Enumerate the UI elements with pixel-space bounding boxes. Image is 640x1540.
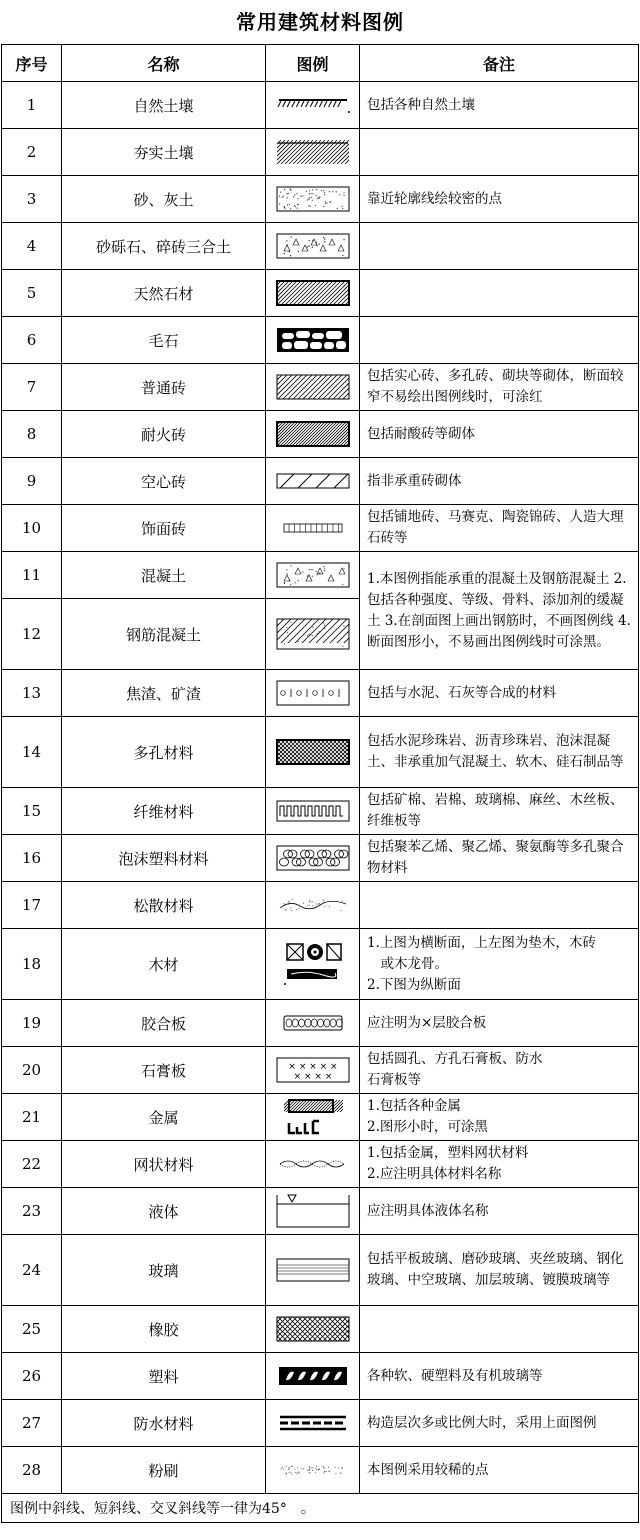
material-name: 泡沫塑料材料 [62, 835, 266, 882]
gravel-icon [266, 233, 359, 259]
material-name: 防水材料 [62, 1400, 266, 1447]
material-name: 饰面砖 [62, 505, 266, 552]
note-cell [360, 1235, 639, 1306]
table-row [2, 505, 639, 552]
legend-cell [266, 599, 360, 670]
footer-note: 图例中斜线、短斜线、交叉斜线等一律为45° 。 [2, 1494, 639, 1523]
table-row [2, 552, 639, 599]
legend-cell [266, 788, 360, 835]
row-number: 18 [2, 929, 62, 1000]
mesh-material-icon [266, 1156, 359, 1172]
natural-soil-icon [266, 92, 359, 118]
row-number: 21 [2, 1094, 62, 1141]
note-line: 2.图形小时，可涂黑 [367, 1119, 488, 1135]
row-number: 25 [2, 1306, 62, 1353]
firebrick-icon [266, 421, 359, 447]
material-name: 毛石 [62, 317, 266, 364]
row-number: 4 [2, 223, 62, 270]
concrete-icon [266, 562, 359, 588]
porous-material-icon [266, 739, 359, 765]
note-line: 本图例采用较稀的点 [367, 1461, 489, 1478]
facing-brick-icon [266, 522, 359, 534]
table-row [2, 1047, 639, 1094]
row-number: 5 [2, 270, 62, 317]
row-number: 11 [2, 552, 62, 599]
materials-legend-table [1, 44, 639, 1523]
rubble-stone-icon [266, 327, 359, 353]
legend-cell [266, 270, 360, 317]
plywood-icon [266, 1015, 359, 1031]
note-cell [360, 788, 639, 835]
header-row [2, 45, 639, 82]
note-cell [360, 1353, 639, 1400]
table-row [2, 717, 639, 788]
material-name: 玻璃 [62, 1235, 266, 1306]
table-row [2, 788, 639, 835]
note-line: 包括铺地砖、马赛克、陶瓷锦砖、人造大理石砖等 [367, 509, 624, 546]
material-name: 空心砖 [62, 458, 266, 505]
note-line: 1.上图为横断面，上左图为垫木，木砖 [367, 934, 596, 951]
material-name: 网状材料 [62, 1141, 266, 1188]
note-cell [360, 1306, 639, 1353]
footer-row [2, 1494, 639, 1523]
row-number: 1 [2, 82, 62, 129]
row-number: 9 [2, 458, 62, 505]
legend-cell [266, 1235, 360, 1306]
note-cell [360, 82, 639, 129]
legend-cell [266, 1094, 360, 1141]
note-cell [360, 882, 639, 929]
note-line: 或木龙骨。 [367, 955, 448, 972]
reinforced-concrete-icon [266, 618, 359, 650]
note-cell [360, 317, 639, 364]
liquid-icon [266, 1194, 359, 1228]
note-line: 包括耐酸砖等砌体 [367, 425, 475, 442]
note-line: 1.包括金属，塑料网状材料 [367, 1145, 529, 1161]
waterproof-icon [266, 1414, 359, 1432]
row-number: 20 [2, 1047, 62, 1094]
rubber-icon [266, 1316, 359, 1342]
row-number: 3 [2, 176, 62, 223]
legend-cell [266, 1047, 360, 1094]
material-name: 液体 [62, 1188, 266, 1235]
legend-cell [266, 1353, 360, 1400]
legend-cell [266, 882, 360, 929]
row-number: 26 [2, 1353, 62, 1400]
row-number: 23 [2, 1188, 62, 1235]
note-cell [360, 411, 639, 458]
material-name: 焦渣、矿渣 [62, 670, 266, 717]
note-cell [360, 1141, 639, 1188]
note-line: 2.下图为纵断面 [367, 976, 461, 993]
note-cell [360, 1188, 639, 1235]
material-name: 木材 [62, 929, 266, 1000]
material-name: 多孔材料 [62, 717, 266, 788]
legend-cell [266, 505, 360, 552]
note-line: 应注明具体液体名称 [367, 1202, 489, 1219]
table-row [2, 882, 639, 929]
legend-cell [266, 176, 360, 223]
note-cell [360, 670, 639, 717]
note-cell [360, 1000, 639, 1047]
note-line: 应注明为×层胶合板 [367, 1014, 487, 1031]
note-line: 包括与水泥、石灰等合成的材料 [367, 684, 556, 701]
material-name: 松散材料 [62, 882, 266, 929]
svg-text:× × × × ×: × × × × × [287, 1062, 338, 1072]
material-name: 砂、灰土 [62, 176, 266, 223]
legend-cell [266, 411, 360, 458]
table-row [2, 1094, 639, 1141]
row-number: 28 [2, 1447, 62, 1494]
row-number: 15 [2, 788, 62, 835]
table-row [2, 929, 639, 1000]
table-row [2, 1447, 639, 1494]
fiber-material-icon [266, 800, 359, 822]
note-cell [360, 929, 639, 1000]
header-num: 序号 [2, 45, 62, 82]
legend-cell [266, 82, 360, 129]
note-cell [360, 129, 639, 176]
legend-cell [266, 1000, 360, 1047]
row-number: 16 [2, 835, 62, 882]
note-line: 靠近轮廓线绘较密的点 [367, 190, 502, 207]
material-name: 橡胶 [62, 1306, 266, 1353]
material-name: 夯实土壤 [62, 129, 266, 176]
row-number: 10 [2, 505, 62, 552]
row-number: 6 [2, 317, 62, 364]
material-name: 自然土壤 [62, 82, 266, 129]
legend-cell [266, 552, 360, 599]
metal-icon [266, 1097, 359, 1137]
legend-cell [266, 1188, 360, 1235]
glass-icon [266, 1258, 359, 1282]
note-cell [360, 1094, 639, 1141]
common-brick-icon [266, 374, 359, 400]
compacted-soil-icon [266, 139, 359, 165]
note-cell [360, 270, 639, 317]
note-line: 1.包括各种金属 [367, 1098, 461, 1114]
material-name: 金属 [62, 1094, 266, 1141]
legend-cell [266, 129, 360, 176]
table-row [2, 270, 639, 317]
legend-cell [266, 670, 360, 717]
table-row [2, 129, 639, 176]
table-row [2, 1235, 639, 1306]
legend-cell [266, 717, 360, 788]
material-name: 天然石材 [62, 270, 266, 317]
plastic-icon [266, 1366, 359, 1386]
row-number: 22 [2, 1141, 62, 1188]
note-cell [360, 176, 639, 223]
note-line: 石膏板等 [367, 1072, 421, 1088]
note-cell [360, 1400, 639, 1447]
note-cell [360, 364, 639, 411]
legend-cell [266, 223, 360, 270]
row-number: 8 [2, 411, 62, 458]
loose-material-icon [266, 896, 359, 914]
row-number: 19 [2, 1000, 62, 1047]
foam-plastic-icon [266, 845, 359, 871]
table-row [2, 1141, 639, 1188]
legend-cell [266, 317, 360, 364]
material-name: 纤维材料 [62, 788, 266, 835]
material-name: 石膏板 [62, 1047, 266, 1094]
table-row [2, 1306, 639, 1353]
legend-cell [266, 1306, 360, 1353]
material-name: 混凝土 [62, 552, 266, 599]
table-row [2, 458, 639, 505]
slag-icon [266, 680, 359, 706]
note-cell [360, 505, 639, 552]
table-row [2, 835, 639, 882]
hollow-brick-icon [266, 473, 359, 489]
row-number: 12 [2, 599, 62, 670]
svg-text:× × × ×: × × × × [293, 1072, 332, 1082]
table-row [2, 1400, 639, 1447]
material-name: 耐火砖 [62, 411, 266, 458]
table-row [2, 364, 639, 411]
legend-cell [266, 1141, 360, 1188]
note-line: 包括水泥珍珠岩、沥青珍珠岩、泡沫混凝土、非承重加气混凝土、软木、硅石制品等 [367, 733, 624, 770]
concrete-note: 1.本图例指能承重的混凝土及钢筋混凝土 2.包括各种强度、等级、骨料、添加剂的缓凝土 3.在剖面图上画出钢筋时，不画图例线 4.断面图形小，不易画出图例线时可涂黑。 [360, 552, 639, 670]
table-row [2, 1000, 639, 1047]
note-line: 2.应注明具体材料名称 [367, 1166, 502, 1182]
note-cell [360, 1447, 639, 1494]
note-line: 包括实心砖、多孔砖、砌块等砌体，断面较窄不易绘出图例线时，可涂红 [367, 368, 624, 405]
material-name: 普通砖 [62, 364, 266, 411]
wood-icon [266, 942, 359, 986]
material-name: 粉刷 [62, 1447, 266, 1494]
note-line: 各种软、硬塑料及有机玻璃等 [367, 1367, 543, 1384]
table-row [2, 670, 639, 717]
table-row [2, 317, 639, 364]
table-row [2, 176, 639, 223]
table-row [2, 82, 639, 129]
material-name: 砂砾石、碎砖三合土 [62, 223, 266, 270]
gypsum-board-icon [266, 1057, 359, 1083]
legend-cell [266, 1447, 360, 1494]
row-number: 14 [2, 717, 62, 788]
note-line: 包括聚苯乙烯、聚乙烯、聚氨酶等多孔聚合物材料 [367, 839, 624, 876]
note-cell [360, 835, 639, 882]
header-legend: 图例 [266, 45, 360, 82]
note-cell [360, 1047, 639, 1094]
legend-cell [266, 835, 360, 882]
legend-cell [266, 364, 360, 411]
material-name: 塑料 [62, 1353, 266, 1400]
note-line: 指非承重砖砌体 [367, 472, 462, 489]
row-number: 13 [2, 670, 62, 717]
table-row [2, 1353, 639, 1400]
note-line: 包括平板玻璃、磨砂玻璃、夹丝玻璃、钢化玻璃、中空玻璃、加层玻璃、镀膜玻璃等 [367, 1251, 624, 1288]
note-line: 包括各种自然土壤 [367, 96, 475, 113]
legend-cell [266, 1400, 360, 1447]
note-line: 构造层次多或比例大时，采用上面图例 [367, 1414, 597, 1431]
note-line: 包括圆孔、方孔石膏板、防水 [367, 1051, 543, 1067]
legend-cell [266, 929, 360, 1000]
row-number: 17 [2, 882, 62, 929]
material-name: 胶合板 [62, 1000, 266, 1047]
row-number: 2 [2, 129, 62, 176]
note-cell [360, 458, 639, 505]
row-number: 24 [2, 1235, 62, 1306]
plaster-icon [266, 1463, 359, 1477]
note-cell [360, 717, 639, 788]
material-name: 钢筋混凝土 [62, 599, 266, 670]
natural-stone-icon [266, 280, 359, 306]
sand-lime-icon [266, 186, 359, 212]
table-row [2, 223, 639, 270]
row-number: 27 [2, 1400, 62, 1447]
row-number: 7 [2, 364, 62, 411]
note-line: 包括矿棉、岩棉、玻璃棉、麻丝、木丝板、纤维板等 [367, 792, 624, 829]
header-name: 名称 [62, 45, 266, 82]
page-title: 常用建筑材料图例 [236, 10, 404, 34]
header-note: 备注 [360, 45, 639, 82]
legend-cell [266, 458, 360, 505]
note-cell [360, 223, 639, 270]
table-row [2, 1188, 639, 1235]
table-row [2, 411, 639, 458]
